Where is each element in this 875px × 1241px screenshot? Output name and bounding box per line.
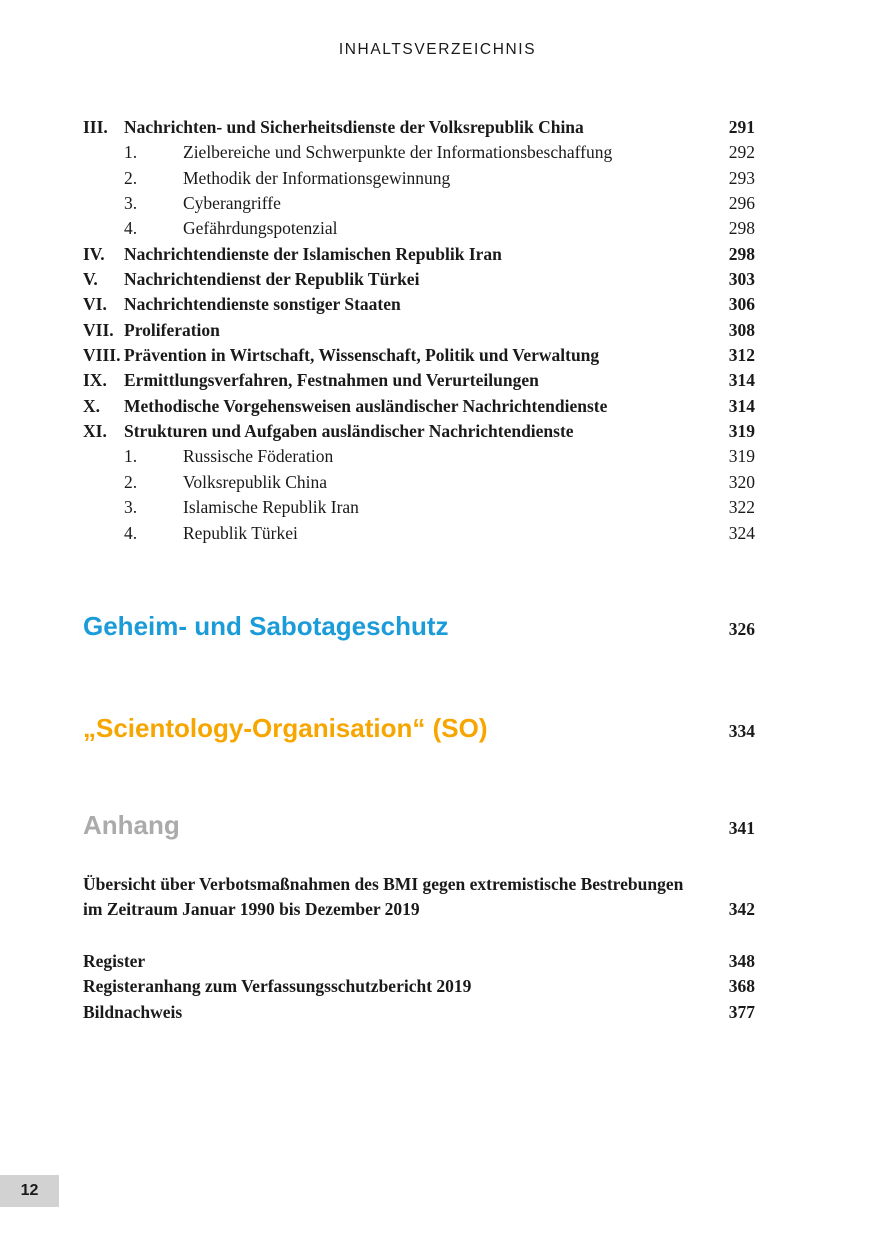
toc-entry-label: Ermittlungsverfahren, Festnahmen und Verurteilungen — [124, 370, 539, 391]
toc-entry[interactable] — [83, 267, 755, 292]
toc-entry-page: 312 — [728, 345, 755, 366]
footer-page-number-value: 12 — [20, 1182, 39, 1199]
toc-entry-number: 1. — [124, 142, 138, 163]
toc-entry-page: 324 — [728, 522, 755, 543]
toc-entry-number: III. — [83, 117, 108, 137]
toc-entry-page: 319 — [728, 446, 755, 467]
toc-entry-label: Methodik der Informationsgewinnung — [183, 167, 451, 188]
footer-page-number — [0, 1175, 59, 1207]
appendix-wide-label: Übersicht über Verbotsmaßnahmen des BMI gegen extremistische Bestrebungen im Zeitraum Januar 1990 bis Dezember 2019 — [83, 874, 684, 920]
toc-entry[interactable] — [83, 191, 755, 216]
toc-entry[interactable] — [83, 368, 755, 393]
appendix-entry[interactable] — [83, 949, 755, 974]
toc-entry-number: VIII. — [83, 345, 121, 366]
toc-entry-label: Nachrichten- und Sicherheitsdienste der Volksrepublik China — [124, 117, 584, 137]
toc-entry-page: 292 — [728, 142, 755, 163]
toc-entry-label: Volksrepublik China — [183, 471, 328, 492]
toc-entry-number: VII. — [83, 319, 114, 340]
appendix-wide-entry[interactable] — [83, 872, 755, 923]
toc-entry-number: 3. — [124, 497, 138, 518]
toc-entry-page: 322 — [728, 497, 755, 518]
toc-entry[interactable] — [83, 115, 755, 140]
toc-entry[interactable] — [83, 140, 755, 165]
toc-entry-label: Proliferation — [124, 319, 220, 340]
toc-entry-label: Nachrichtendienst der Republik Türkei — [124, 269, 420, 290]
toc-entry-number: 3. — [124, 193, 138, 214]
toc-entry-label: Republik Türkei — [183, 522, 298, 543]
toc-entry-label: Russische Föderation — [183, 446, 334, 467]
toc-entry-label: Prävention in Wirtschaft, Wissenschaft, Politik und Verwaltung — [124, 345, 600, 366]
appendix-list — [83, 949, 755, 1025]
page-title: INHALTSVERZEICHNIS — [338, 41, 537, 58]
section-heading[interactable] — [83, 613, 755, 640]
toc-entry-page: 314 — [728, 370, 755, 391]
toc-entry[interactable] — [83, 318, 755, 343]
toc-entry-number: 2. — [124, 167, 138, 188]
section-heading-title: Geheim- und Sabotageschutz — [83, 611, 449, 641]
appendix-entry-label: Bildnachweis — [83, 1001, 183, 1022]
toc-entry-page: 298 — [728, 243, 755, 264]
toc-entry-number: V. — [83, 269, 98, 290]
toc-entry-number: IX. — [83, 370, 107, 391]
toc-entry[interactable] — [83, 216, 755, 241]
toc-entry[interactable] — [83, 292, 755, 317]
toc-entry-page: 298 — [728, 218, 755, 239]
toc-entry-page: 319 — [728, 421, 755, 442]
toc-entry-label: Islamische Republik Iran — [183, 497, 359, 518]
toc-entry[interactable] — [83, 495, 755, 520]
section-heading[interactable] — [83, 812, 755, 839]
toc-entry-label: Nachrichtendienste der Islamischen Republik Iran — [124, 243, 502, 264]
toc-entry[interactable] — [83, 444, 755, 469]
toc-entry-number: 1. — [124, 446, 138, 467]
toc-entry-page: 291 — [728, 117, 755, 137]
section-heading[interactable] — [83, 715, 755, 742]
appendix-wide-page: 342 — [728, 899, 755, 920]
appendix-entry-label: Register — [83, 951, 146, 971]
toc-entry-number: XI. — [83, 421, 107, 442]
appendix-entry[interactable] — [83, 974, 755, 999]
toc-entry-label: Strukturen und Aufgaben ausländischer Nachrichtendienste — [124, 421, 574, 442]
section-heading-page: 326 — [728, 619, 755, 639]
toc-entry-number: VI. — [83, 294, 107, 315]
appendix-entry-page: 348 — [728, 951, 755, 971]
toc-entry-label: Nachrichtendienste sonstiger Staaten — [124, 294, 401, 315]
toc-entry-page: 308 — [728, 319, 755, 340]
toc-entry-number: 2. — [124, 471, 138, 492]
toc-entry-label: Methodische Vorgehensweisen ausländischer Nachrichtendienste — [124, 395, 608, 416]
appendix-entry[interactable] — [83, 1000, 755, 1025]
toc-entry-number: 4. — [124, 522, 138, 543]
section-heading-page: 334 — [728, 721, 755, 741]
toc-entry-label: Zielbereiche und Schwerpunkte der Informationsbeschaffung — [183, 142, 613, 163]
appendix-entry-page: 377 — [728, 1001, 755, 1022]
toc-list — [83, 115, 755, 546]
toc-entry-page: 306 — [728, 294, 755, 315]
toc-entry[interactable] — [83, 343, 755, 368]
section-heading-title: „Scientology-Organisation“ (SO) — [83, 713, 488, 743]
appendix-entry-label: Registeranhang zum Verfassungsschutzbericht 2019 — [83, 976, 472, 997]
toc-entry-page: 314 — [728, 395, 755, 416]
toc-entry[interactable] — [83, 242, 755, 267]
toc-entry-number: 4. — [124, 218, 138, 239]
toc-entry-label: Gefährdungspotenzial — [183, 218, 338, 239]
toc-entry[interactable] — [83, 419, 755, 444]
toc-entry-number: X. — [83, 395, 101, 416]
page-header — [0, 41, 875, 59]
toc-entry-page: 293 — [728, 167, 755, 188]
toc-entry[interactable] — [83, 521, 755, 546]
section-heading-page: 341 — [728, 818, 755, 838]
section-heading-title: Anhang — [83, 810, 180, 840]
toc-entry[interactable] — [83, 470, 755, 495]
toc-entry-page: 296 — [728, 193, 755, 214]
toc-entry-label: Cyberangriffe — [183, 193, 281, 214]
toc-entry[interactable] — [83, 394, 755, 419]
toc-entry-page: 320 — [728, 471, 755, 492]
toc-entry[interactable] — [83, 166, 755, 191]
appendix-entry-page: 368 — [728, 976, 755, 997]
toc-entry-number: IV. — [83, 243, 105, 264]
toc-entry-page: 303 — [728, 269, 755, 290]
